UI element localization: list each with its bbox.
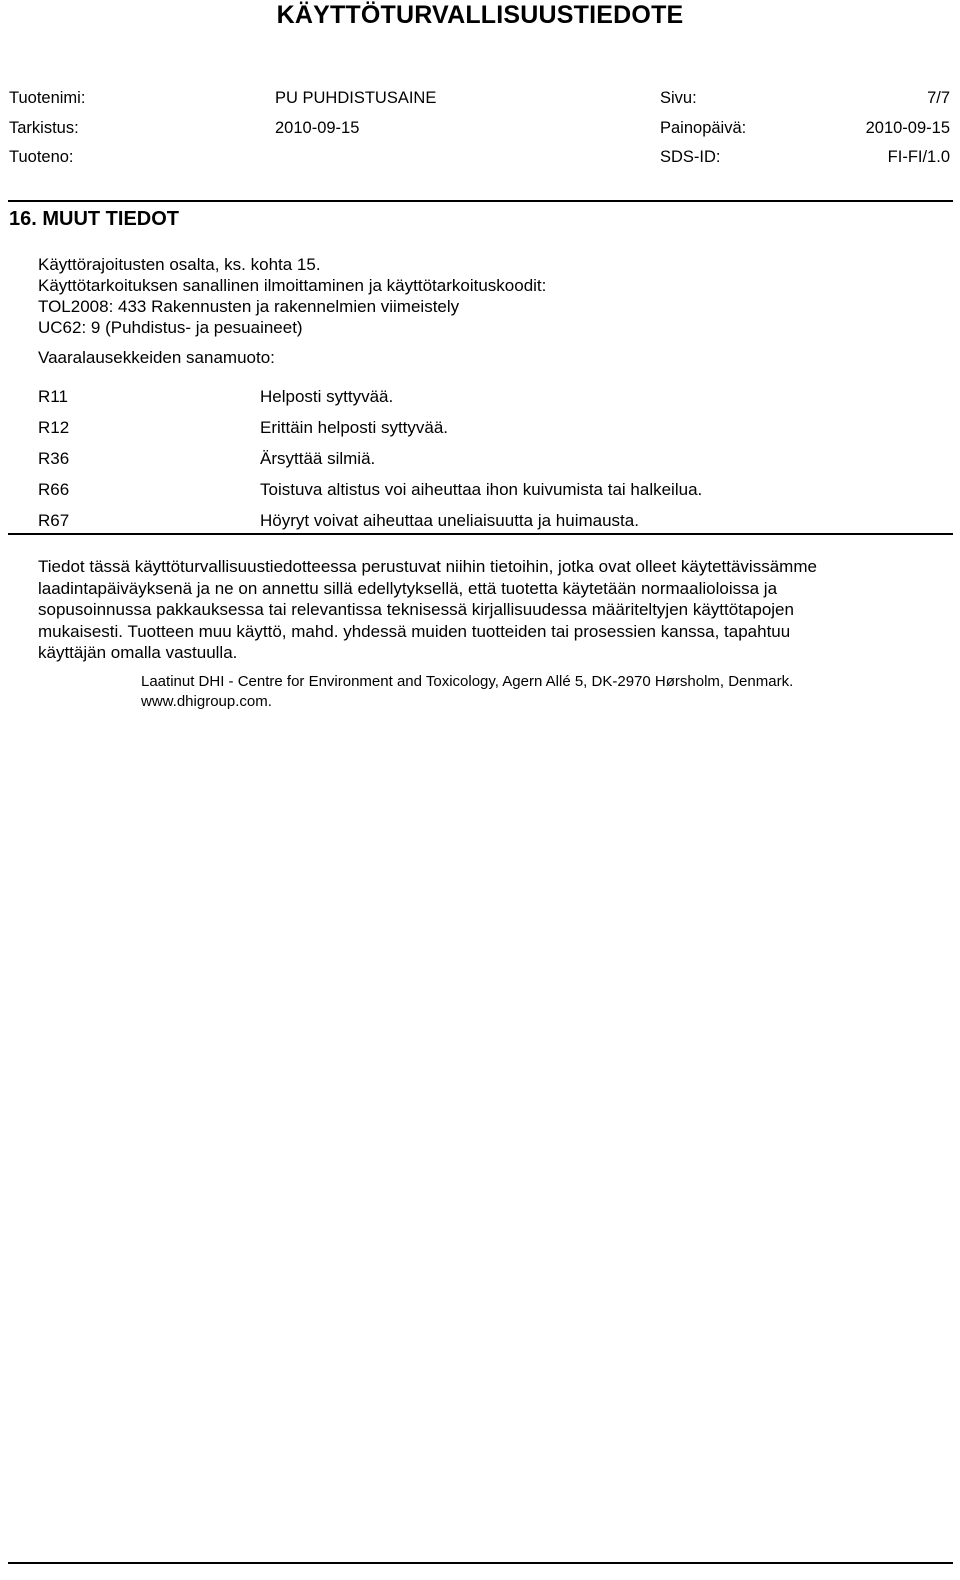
- info-line: Vaaralausekkeiden sanamuoto:: [38, 348, 275, 367]
- risk-phrase-code: R11: [38, 387, 68, 406]
- product-name-value: PU PUHDISTUSAINE: [275, 89, 437, 107]
- risk-phrase-text: Höyryt voivat aiheuttaa uneliaisuutta ja huimausta.: [260, 511, 639, 530]
- risk-phrase-code: R36: [38, 449, 70, 468]
- risk-phrase-text: Helposti syttyvää.: [260, 387, 394, 406]
- risk-phrase-text: Toistuva altistus voi aiheuttaa ihon kuivumista tai halkeilua.: [260, 480, 703, 499]
- page-label: Sivu:: [660, 89, 697, 107]
- disclaimer-line: Tiedot tässä käyttöturvallisuustiedotteessa perustuvat niihin tietoihin, jotka ovat olleet käytettävissämme: [38, 557, 817, 576]
- risk-phrase-code: R12: [38, 418, 70, 437]
- info-line: Käyttötarkoituksen sanallinen ilmoittaminen ja käyttötarkoituskoodit:: [38, 276, 547, 295]
- section-title: 16. MUUT TIEDOT: [9, 208, 180, 230]
- product-no-label: Tuoteno:: [9, 148, 74, 166]
- print-date-label: Painopäivä:: [660, 119, 747, 137]
- disclaimer-paragraph: [38, 556, 918, 664]
- footer-divider: [8, 1562, 953, 1564]
- info-line: Käyttörajoitusten osalta, ks. kohta 15.: [38, 255, 321, 274]
- sds-id-label: SDS-ID:: [660, 148, 721, 166]
- risk-phrase-text: Erittäin helposti syttyvää.: [260, 418, 449, 437]
- disclaimer-line: mukaisesti. Tuotteen muu käyttö, mahd. yhdessä muiden tuotteiden tai prosessien kanssa, tapahtuu: [38, 621, 791, 641]
- disclaimer-line: käyttäjän omalla vastuulla.: [38, 643, 238, 663]
- revision-date: 2010-09-15: [275, 119, 360, 137]
- page-value: 7/7: [927, 89, 950, 107]
- risk-phrase-text: Ärsyttää silmiä.: [260, 449, 376, 468]
- disclaimer-line: sopusoinnussa pakkauksessa tai relevantissa teknisessä kirjallisuudessa määriteltyjen käyttötapojen: [38, 600, 794, 620]
- revision-label: Tarkistus:: [9, 119, 79, 137]
- risk-phrase-code: R67: [38, 511, 70, 530]
- credit-line: Laatinut DHI - Centre for Environment and Toxicology, Agern Allé 5, DK-2970 Hørsholm, Denmark.: [141, 673, 794, 690]
- sds-id-value: FI-FI/1.0: [887, 148, 950, 166]
- risk-phrase-code: R66: [38, 480, 70, 499]
- author-credit: [141, 672, 793, 712]
- info-line: TOL2008: 433 Rakennusten ja rakennelmien viimeistely: [38, 297, 460, 316]
- section-divider: [8, 533, 953, 535]
- credit-website: www.dhigroup.com.: [141, 693, 272, 710]
- document-title: KÄYTTÖTURVALLISUUSTIEDOTE: [276, 1, 684, 29]
- disclaimer-line: laadintapäiväyksenä ja ne on annettu sillä edellytyksellä, että tuotetta käytetään normaalioloissa ja: [38, 578, 778, 598]
- header-divider: [8, 200, 953, 202]
- product-name-label: Tuotenimi:: [9, 89, 86, 107]
- print-date-value: 2010-09-15: [865, 119, 950, 137]
- info-line: UC62: 9 (Puhdistus- ja pesuaineet): [38, 318, 303, 337]
